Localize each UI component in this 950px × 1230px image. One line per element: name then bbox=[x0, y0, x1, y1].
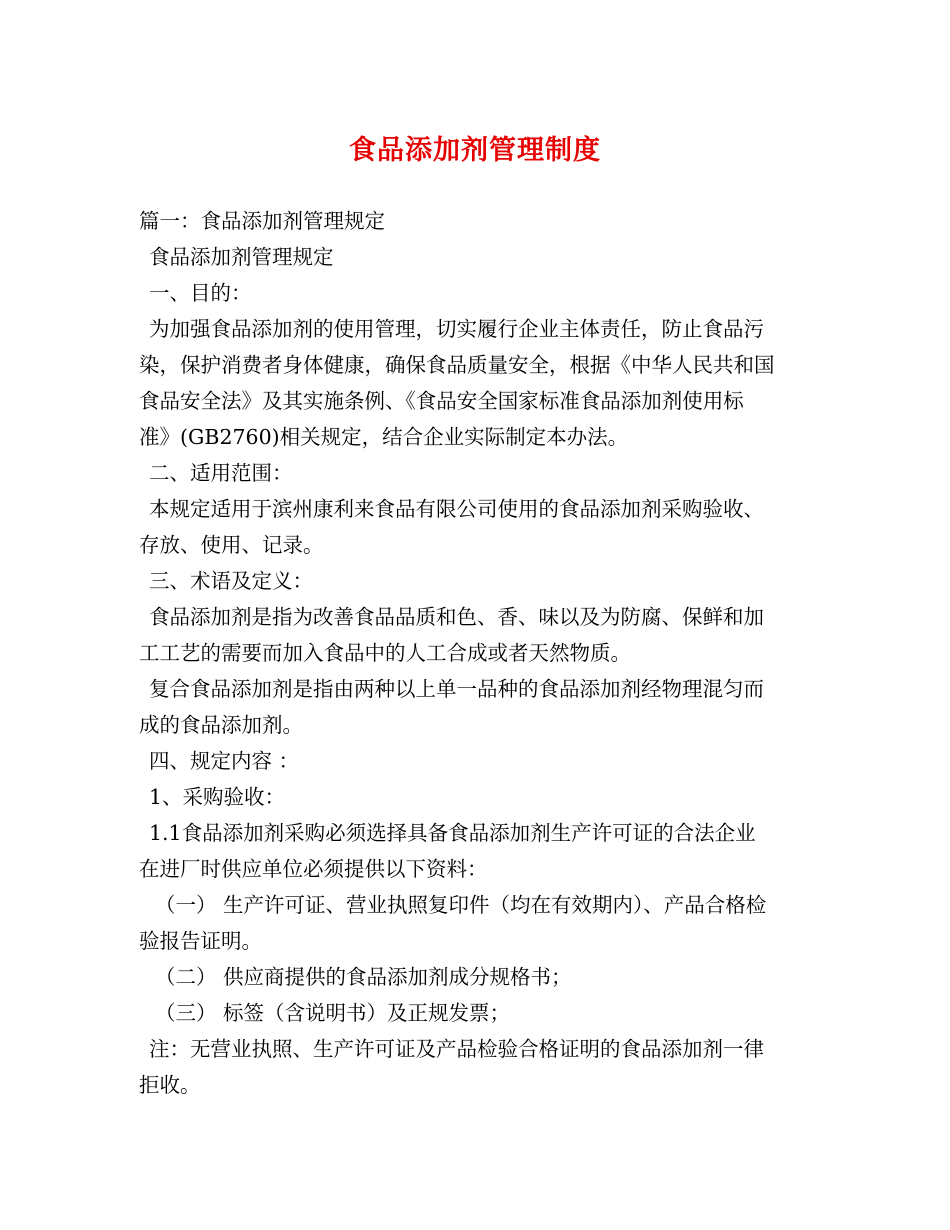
paragraph-line: 在进厂时供应单位必须提供以下资料： bbox=[139, 857, 488, 881]
paragraph-line: 本规定适用于滨州康利来食品有限公司使用的食品添加剂采购验收、 bbox=[149, 497, 764, 521]
paragraph-line: 存放、使用、记录。 bbox=[139, 533, 324, 557]
paragraph-line: 复合食品添加剂是指由两种以上单一品种的食品添加剂经物理混匀而 bbox=[149, 677, 764, 701]
document-title: 食品添加剂管理制度 bbox=[349, 135, 601, 166]
note-line: 注：无营业执照、生产许可证及产品检验合格证明的食品添加剂一律 bbox=[149, 1037, 764, 1061]
list-item-3: （三） 标签（含说明书）及正规发票； bbox=[155, 1001, 511, 1025]
paragraph-line: 验报告证明。 bbox=[139, 929, 262, 953]
heading-content: 四、规定内容 ： bbox=[149, 749, 300, 773]
paragraph-line: 为加强食品添加剂的使用管理，切实履行企业主体责任，防止食品污 bbox=[149, 317, 764, 341]
heading-purpose: 一、目的： bbox=[149, 281, 252, 305]
paragraph-line: 成的食品添加剂。 bbox=[139, 713, 303, 737]
paragraph-line: 准》(GB2760)相关规定，结合企业实际制定本办法。 bbox=[139, 425, 629, 449]
paragraph-line: 食品安全法》及其实施条例、《食品安全国家标准食品添加剂使用标 bbox=[139, 389, 744, 413]
paragraph-line: 食品添加剂是指为改善食品品质和色、香、味以及为防腐、保鲜和加 bbox=[149, 605, 764, 629]
paragraph-line: 1.1食品添加剂采购必须选择具备食品添加剂生产许可证的合法企业 bbox=[149, 821, 756, 845]
heading-procurement: 1、采购验收： bbox=[149, 785, 286, 809]
paragraph-line: 染，保护消费者身体健康，确保食品质量安全，根据《中华人民共和国 bbox=[139, 353, 775, 377]
list-item-1: （一） 生产许可证、营业执照复印件（均在有效期内）、产品合格检 bbox=[155, 893, 767, 917]
subtitle-line: 食品添加剂管理规定 bbox=[149, 245, 334, 269]
note-line: 拒收。 bbox=[139, 1073, 201, 1097]
section-heading: 篇一：食品添加剂管理规定 bbox=[139, 209, 385, 233]
paragraph-line: 工工艺的需要而加入食品中的人工合成或者天然物质。 bbox=[139, 641, 631, 665]
list-item-2: （二） 供应商提供的食品添加剂成分规格书； bbox=[155, 965, 572, 989]
heading-definitions: 三、术语及定义： bbox=[149, 569, 313, 593]
document-body bbox=[139, 203, 815, 1103]
heading-scope: 二、适用范围： bbox=[149, 461, 293, 485]
